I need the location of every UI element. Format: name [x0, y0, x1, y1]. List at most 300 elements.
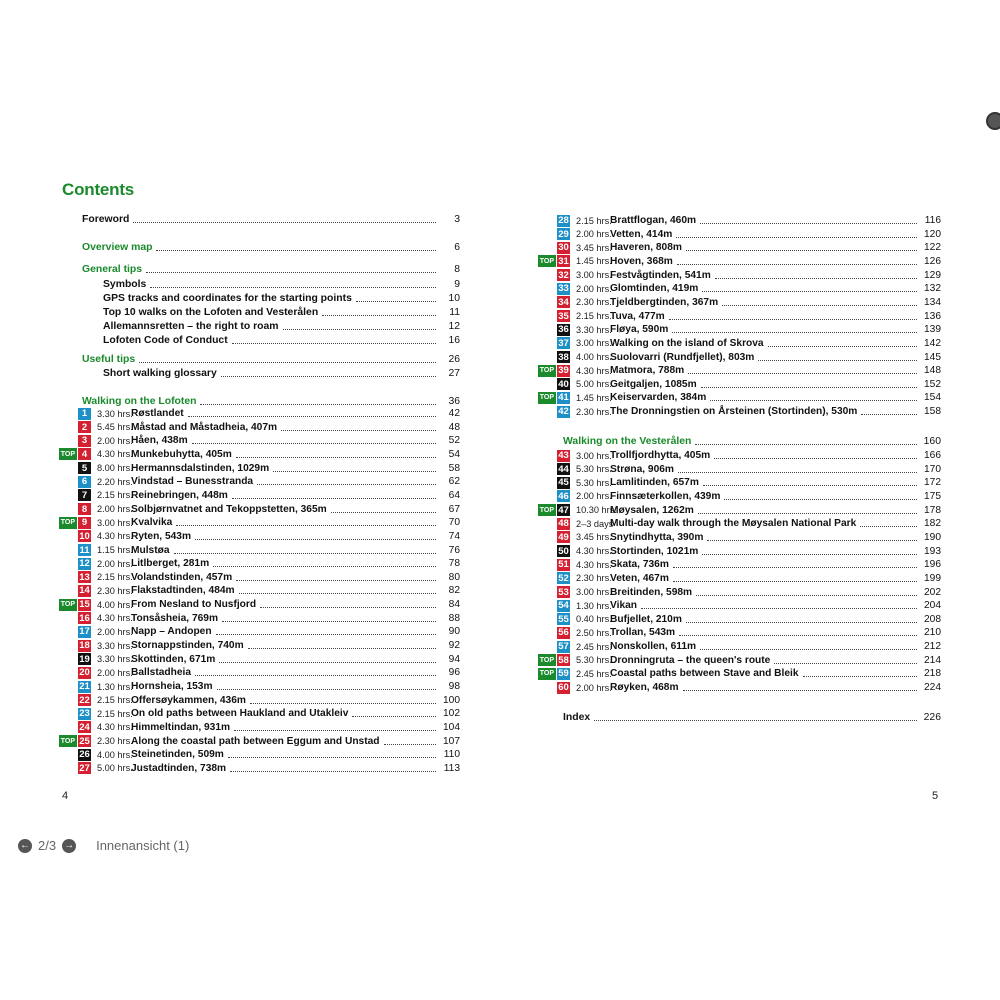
walk-entry[interactable]: [541, 323, 941, 336]
walk-number-badge: 22: [79, 694, 90, 706]
walk-entry[interactable]: [541, 463, 941, 476]
walk-name: Offersøykammen, 436m: [131, 694, 246, 706]
walk-name: On old paths between Haukland and Utakleiv: [131, 708, 349, 720]
walk-entry[interactable]: [541, 626, 941, 639]
walk-badge-group: [78, 721, 91, 733]
walk-number-badge: 54: [558, 600, 569, 612]
walk-duration: 4.30 hrs.: [576, 546, 612, 557]
walk-name: Ryten, 543m: [131, 530, 192, 542]
gallery-caption: Innenansicht (1): [96, 838, 190, 853]
walk-duration: 2.15 hrs.: [576, 215, 612, 226]
walk-entry[interactable]: [541, 504, 941, 517]
leader-dots: [331, 512, 436, 513]
walk-entry[interactable]: [541, 572, 941, 585]
walk-duration: 4.30 hrs.: [97, 722, 133, 733]
walk-entry[interactable]: [62, 666, 460, 679]
walk-entry[interactable]: [62, 544, 460, 557]
toc-subentry[interactable]: [103, 334, 460, 347]
walk-number-badge: 41: [558, 392, 569, 404]
walk-entry[interactable]: [541, 241, 941, 254]
walk-page: 218: [924, 668, 941, 680]
leader-dots: [803, 676, 917, 677]
walk-duration: 2.00 hrs.: [97, 558, 133, 569]
leader-dots: [696, 595, 917, 596]
walk-entry[interactable]: [541, 310, 941, 323]
walk-name: Himmeltindan, 931m: [131, 721, 231, 733]
leader-dots: [722, 305, 917, 306]
walk-duration: 5.30 hrs.: [576, 477, 612, 488]
walk-name: Munkebuhytta, 405m: [131, 448, 232, 460]
walk-number-badge: 27: [79, 762, 90, 774]
toc-subentry[interactable]: [103, 292, 460, 305]
walk-badge-area: [541, 504, 570, 516]
walk-page: 70: [448, 517, 460, 529]
walk-badge-group: [78, 762, 91, 774]
walk-page: 100: [443, 694, 460, 706]
walk-page: 134: [924, 296, 941, 308]
walk-page: 94: [448, 653, 460, 665]
walk-number-badge: 42: [558, 406, 569, 418]
toc-section-heading[interactable]: [82, 241, 460, 254]
walk-entry[interactable]: [541, 449, 941, 462]
walk-entry[interactable]: [541, 531, 941, 544]
walk-badge-group: [557, 463, 570, 475]
leader-dots: [133, 222, 436, 223]
walk-badge-group: [78, 544, 91, 556]
walk-entry[interactable]: [62, 489, 460, 502]
leader-dots: [861, 414, 917, 415]
walk-badge-area: [541, 269, 570, 281]
walk-name: Geitgaljen, 1085m: [610, 378, 697, 390]
walk-duration: 1.30 hrs.: [97, 681, 133, 692]
walk-name: Kvalvika: [131, 517, 173, 529]
walk-entry[interactable]: [541, 558, 941, 571]
walk-entry[interactable]: [62, 557, 460, 570]
walk-badge-group: [538, 255, 570, 267]
walk-name: Volandstinden, 457m: [131, 571, 233, 583]
arrow-left-icon[interactable]: ←: [20, 839, 30, 851]
walk-badge-group: [557, 310, 570, 322]
walk-badge-area: [541, 600, 570, 612]
walk-duration: 2.15 hrs.: [97, 695, 133, 706]
walk-entry[interactable]: [541, 337, 941, 350]
walk-badge-group: [557, 545, 570, 557]
toc-section-heading[interactable]: [82, 213, 460, 226]
walk-badge-group: [78, 708, 91, 720]
leader-dots: [257, 484, 436, 485]
walk-entry[interactable]: [62, 612, 460, 625]
walk-badge-group: [78, 640, 91, 652]
leader-dots: [860, 526, 917, 527]
leader-dots: [216, 634, 436, 635]
walk-badge-group: [557, 682, 570, 694]
walk-badge-group: [78, 435, 91, 447]
leader-dots: [356, 301, 436, 302]
walk-number-badge: 43: [558, 450, 569, 461]
walk-entry[interactable]: [541, 476, 941, 489]
walk-name: Hermannsdalstinden, 1029m: [131, 462, 270, 474]
walk-badge-area: [541, 545, 570, 557]
leader-dots: [139, 362, 436, 363]
walk-page: 62: [448, 476, 460, 488]
walk-badge-area: [62, 708, 91, 720]
walk-badge-group: [557, 600, 570, 612]
toc-entry-page: 12: [448, 321, 460, 332]
walk-duration: 2–3 days: [576, 518, 614, 529]
toc-subentry[interactable]: [103, 367, 460, 380]
walk-page: 113: [443, 762, 460, 774]
walk-entry[interactable]: [541, 654, 941, 667]
walk-badge-group: [78, 681, 91, 693]
walk-page: 110: [443, 749, 460, 761]
leader-dots: [710, 400, 917, 401]
walk-badge-group: [78, 530, 91, 542]
walk-page: 212: [924, 641, 941, 653]
walk-page: 129: [924, 269, 941, 281]
walk-page: 84: [448, 599, 460, 611]
toc-entry-page: 8: [454, 264, 460, 275]
walk-page: 166: [924, 450, 941, 461]
leader-dots: [200, 404, 436, 405]
walk-name: Along the coastal path between Eggum and Unstad: [131, 735, 380, 747]
walk-name: Suolovarri (Rundfjellet), 803m: [610, 351, 755, 363]
toc-entry-label: General tips: [82, 264, 143, 275]
walk-badge-group: [78, 612, 91, 624]
walk-duration: 4.30 hrs.: [97, 449, 133, 460]
walk-badge-group: [78, 558, 91, 570]
walk-duration: 10.30 hrs.: [576, 505, 617, 516]
walk-entry[interactable]: [62, 598, 460, 611]
walk-entry[interactable]: [541, 586, 941, 599]
leader-dots: [702, 291, 917, 292]
walk-name: Multi-day walk through the Møysalen National Park: [610, 518, 857, 530]
walk-duration: 2.30 hrs.: [97, 585, 133, 596]
walk-entry[interactable]: [62, 748, 460, 761]
walk-page: 214: [924, 654, 941, 666]
walk-entry[interactable]: [541, 255, 941, 268]
walk-number-badge: 15: [79, 599, 90, 611]
walk-entry[interactable]: [62, 462, 460, 475]
walk-badge-area: [62, 489, 91, 501]
toc-entry-page: 11: [449, 307, 460, 318]
walk-number-badge: 31: [558, 255, 569, 267]
walk-name: Snytindhytta, 390m: [610, 531, 704, 543]
walk-page: 199: [924, 572, 941, 584]
walk-name: The Dronningstien on Årsteinen (Stortinden), 530m: [610, 406, 858, 418]
walk-number-badge: 47: [558, 504, 569, 516]
walk-name: Lamlitinden, 657m: [610, 477, 699, 489]
leader-dots: [176, 525, 436, 526]
toc-entry-page: 16: [448, 335, 460, 346]
walk-duration: 2.15 hrs.: [97, 708, 133, 719]
walk-number-badge: 51: [558, 559, 569, 571]
walk-badge-area: [541, 215, 570, 227]
walk-badge-area: [541, 627, 570, 639]
walk-entry[interactable]: [62, 448, 460, 461]
walk-entry[interactable]: [541, 599, 941, 612]
walk-badge-group: [538, 654, 570, 666]
walk-page: 52: [448, 435, 460, 447]
walk-entry[interactable]: [541, 613, 941, 626]
walk-entry[interactable]: [62, 407, 460, 420]
walk-name: Tuva, 477m: [610, 310, 665, 322]
walk-page: 178: [924, 504, 941, 516]
walk-entry[interactable]: [541, 391, 941, 404]
walk-entry[interactable]: [62, 516, 460, 529]
walk-entry[interactable]: [541, 545, 941, 558]
toc-entry-page: 36: [448, 396, 460, 407]
walk-name: Solbjørnvatnet and Tekoppstetten, 365m: [131, 503, 327, 515]
walk-badge-area: [541, 242, 570, 254]
walk-badge-group: [557, 490, 570, 502]
walk-entry[interactable]: [62, 584, 460, 597]
walk-entry[interactable]: [541, 490, 941, 503]
walk-name: Glomtinden, 419m: [610, 283, 699, 295]
leader-dots: [673, 567, 917, 568]
walk-page: 42: [448, 408, 460, 419]
toc-entry-label: Short walking glossary: [103, 368, 217, 379]
walk-badge-group: [59, 448, 91, 460]
walk-duration: 5.30 hrs.: [576, 464, 612, 475]
walk-badge-group: [557, 269, 570, 281]
leader-dots: [150, 287, 436, 288]
walk-duration: 4.00 hrs.: [97, 599, 133, 610]
walk-name: Stornappstinden, 740m: [131, 640, 244, 652]
walk-name: Stortinden, 1021m: [610, 545, 699, 557]
walk-entry[interactable]: [541, 681, 941, 694]
walk-page: 172: [924, 477, 941, 489]
walk-badge-group: [557, 324, 570, 336]
walk-page: 193: [924, 545, 941, 557]
walk-duration: 2.00 hrs.: [97, 435, 133, 446]
walk-badge-area: [62, 421, 91, 433]
walk-badge-group: [557, 378, 570, 390]
walk-number-badge: 8: [78, 503, 91, 515]
walk-number-badge: 12: [79, 558, 90, 570]
toc-section-heading[interactable]: [82, 353, 460, 366]
toc-subentry[interactable]: [103, 278, 460, 291]
walk-entry[interactable]: [541, 282, 941, 295]
walk-name: Vetten, 414m: [610, 228, 673, 240]
top-walk-badge: TOP: [59, 599, 77, 611]
leader-dots: [641, 608, 917, 609]
leader-dots: [230, 771, 436, 772]
walk-entry[interactable]: [541, 405, 941, 418]
toc-subentry[interactable]: [103, 306, 460, 319]
walk-number-badge: 4: [78, 448, 91, 460]
walk-entry[interactable]: [541, 667, 941, 680]
walk-number-badge: 38: [558, 351, 569, 363]
top-walk-badge: TOP: [538, 654, 556, 666]
walk-number-badge: 44: [558, 463, 569, 475]
walk-name: Napp – Andopen: [131, 626, 212, 638]
walk-entry[interactable]: [62, 762, 460, 775]
walk-number-badge: 11: [79, 544, 90, 556]
walk-badge-area: [541, 450, 570, 462]
walk-entry[interactable]: [541, 351, 941, 364]
leader-dots: [673, 581, 917, 582]
walk-entry[interactable]: [62, 475, 460, 488]
walk-badge-area: [62, 544, 91, 556]
walk-number-badge: 35: [558, 310, 569, 322]
leader-dots: [384, 744, 437, 745]
leader-dots: [686, 250, 917, 251]
walk-duration: 3.30 hrs.: [97, 640, 133, 651]
walk-badge-area: [62, 640, 91, 652]
walk-page: 104: [443, 721, 460, 733]
leader-dots: [669, 319, 917, 320]
walk-name: Skottinden, 671m: [131, 653, 216, 665]
walk-page: 64: [448, 489, 460, 501]
walk-duration: 1.30 hrs.: [576, 600, 612, 611]
leader-dots: [768, 346, 917, 347]
walk-badge-group: [78, 462, 91, 474]
walk-page: 48: [448, 421, 460, 433]
walk-number-badge: 33: [558, 283, 569, 295]
walk-name: Tonsåsheia, 769m: [131, 612, 219, 624]
walk-duration: 1.15 hrs.: [97, 545, 133, 555]
walk-entry[interactable]: [62, 694, 460, 707]
walk-badge-area: [62, 585, 91, 597]
leader-dots: [219, 662, 436, 663]
walk-page: 204: [924, 600, 941, 612]
walk-duration: 2.30 hrs.: [576, 573, 612, 584]
walk-duration: 2.00 hrs.: [97, 504, 133, 515]
walk-number-badge: 34: [558, 296, 569, 308]
walk-badge-area: [62, 612, 91, 624]
walk-entry[interactable]: [62, 653, 460, 666]
walk-page: 152: [924, 378, 941, 390]
walk-duration: 3.30 hrs.: [576, 324, 612, 335]
toc-entry-label: Top 10 walks on the Lofoten and Vesterålen: [103, 307, 319, 318]
walk-entry[interactable]: [62, 625, 460, 638]
walk-entry[interactable]: [541, 296, 941, 309]
leader-dots: [758, 360, 917, 361]
leader-dots: [283, 329, 436, 330]
leader-dots: [222, 621, 436, 622]
walk-entry[interactable]: [62, 421, 460, 434]
toc-section-heading[interactable]: [563, 435, 941, 448]
walk-entry[interactable]: [62, 680, 460, 693]
walk-duration: 2.50 hrs.: [576, 627, 612, 638]
top-walk-badge: TOP: [538, 392, 556, 404]
leader-dots: [213, 566, 436, 567]
walk-entry[interactable]: [62, 434, 460, 447]
walk-badge-area: [62, 462, 91, 474]
page-number-right: 5: [932, 790, 939, 802]
top-walk-badge: TOP: [538, 504, 556, 516]
walk-number-badge: 30: [558, 242, 569, 254]
walk-badge-group: [538, 668, 570, 680]
walk-badge-group: [78, 489, 91, 501]
walk-number-badge: 10: [79, 530, 90, 542]
walk-badge-group: [557, 337, 570, 349]
walk-number-badge: 39: [558, 365, 569, 377]
walk-number-badge: 23: [79, 708, 90, 720]
walk-page: 196: [924, 559, 941, 571]
walk-page: 80: [448, 571, 460, 583]
walk-name: Reinebringen, 448m: [131, 489, 228, 501]
walk-page: 107: [443, 735, 460, 747]
walk-entry[interactable]: [62, 707, 460, 720]
walk-duration: 5.30 hrs.: [576, 655, 612, 666]
walk-page: 158: [924, 406, 941, 418]
walk-duration: 5.00 hrs.: [97, 763, 133, 774]
walk-entry[interactable]: [62, 735, 460, 748]
toc-index-entry[interactable]: [563, 711, 941, 724]
walk-badge-area: [62, 681, 91, 693]
walk-name: Coastal paths between Stave and Bleik: [610, 668, 799, 680]
walk-number-badge: 16: [79, 612, 90, 624]
toc-entry-label: Walking on the Vesterålen: [563, 436, 692, 447]
walk-name: Flakstadtinden, 484m: [131, 585, 235, 597]
walk-duration: 3.00 hrs.: [576, 338, 612, 349]
leader-dots: [236, 457, 436, 458]
walk-duration: 2.00 hrs.: [97, 667, 133, 678]
walk-entry[interactable]: [541, 228, 941, 241]
walk-number-badge: 57: [558, 641, 569, 653]
walk-badge-group: [78, 503, 91, 515]
walk-badge-area: [62, 517, 91, 529]
leader-dots: [679, 635, 917, 636]
walk-page: 182: [924, 518, 941, 530]
toc-entry-page: 3: [454, 214, 460, 225]
walk-entry[interactable]: [541, 517, 941, 530]
walk-name: Walking on the island of Skrova: [610, 337, 764, 349]
walk-badge-group: [78, 667, 91, 679]
walk-page: 98: [448, 681, 460, 692]
walk-entry[interactable]: [541, 378, 941, 391]
walk-entry[interactable]: [62, 530, 460, 543]
walk-duration: 3.30 hrs.: [97, 408, 133, 419]
walk-number-badge: 48: [558, 518, 569, 530]
walk-number-badge: 2: [78, 421, 91, 433]
walk-badge-area: [62, 599, 91, 611]
walk-page: 58: [448, 462, 460, 474]
walk-entry[interactable]: [62, 639, 460, 652]
walk-name: Festvågtinden, 541m: [610, 269, 711, 281]
walk-duration: 4.30 hrs.: [97, 613, 133, 624]
walk-page: 142: [924, 337, 941, 349]
walk-entry[interactable]: [541, 364, 941, 377]
walk-page: 76: [448, 544, 460, 556]
toc-entry-page: 160: [923, 436, 941, 447]
walk-number-badge: 59: [558, 668, 569, 680]
walk-entry[interactable]: [62, 571, 460, 584]
walk-duration: 2.15 hrs.: [97, 490, 133, 501]
walk-number-badge: 55: [558, 613, 569, 625]
walk-page: 88: [448, 612, 460, 624]
walk-page: 120: [924, 228, 941, 240]
top-walk-badge: TOP: [538, 365, 556, 377]
walk-entry[interactable]: [62, 721, 460, 734]
walk-duration: 2.45 hrs.: [576, 641, 612, 652]
walk-entry[interactable]: [541, 269, 941, 282]
walk-number-badge: 28: [558, 215, 569, 226]
top-walk-badge: TOP: [59, 517, 77, 529]
walk-badge-area: [62, 476, 91, 488]
toc-subentry[interactable]: [103, 320, 460, 333]
walk-entry[interactable]: [62, 503, 460, 516]
page-number-left: 4: [62, 790, 69, 802]
leader-dots: [232, 498, 436, 499]
walk-page: 148: [924, 365, 941, 377]
toc-section-heading[interactable]: [82, 263, 460, 276]
arrow-right-icon[interactable]: →: [64, 839, 75, 851]
walk-entry[interactable]: [541, 214, 941, 227]
leader-dots: [700, 223, 917, 224]
walk-entry[interactable]: [541, 640, 941, 653]
